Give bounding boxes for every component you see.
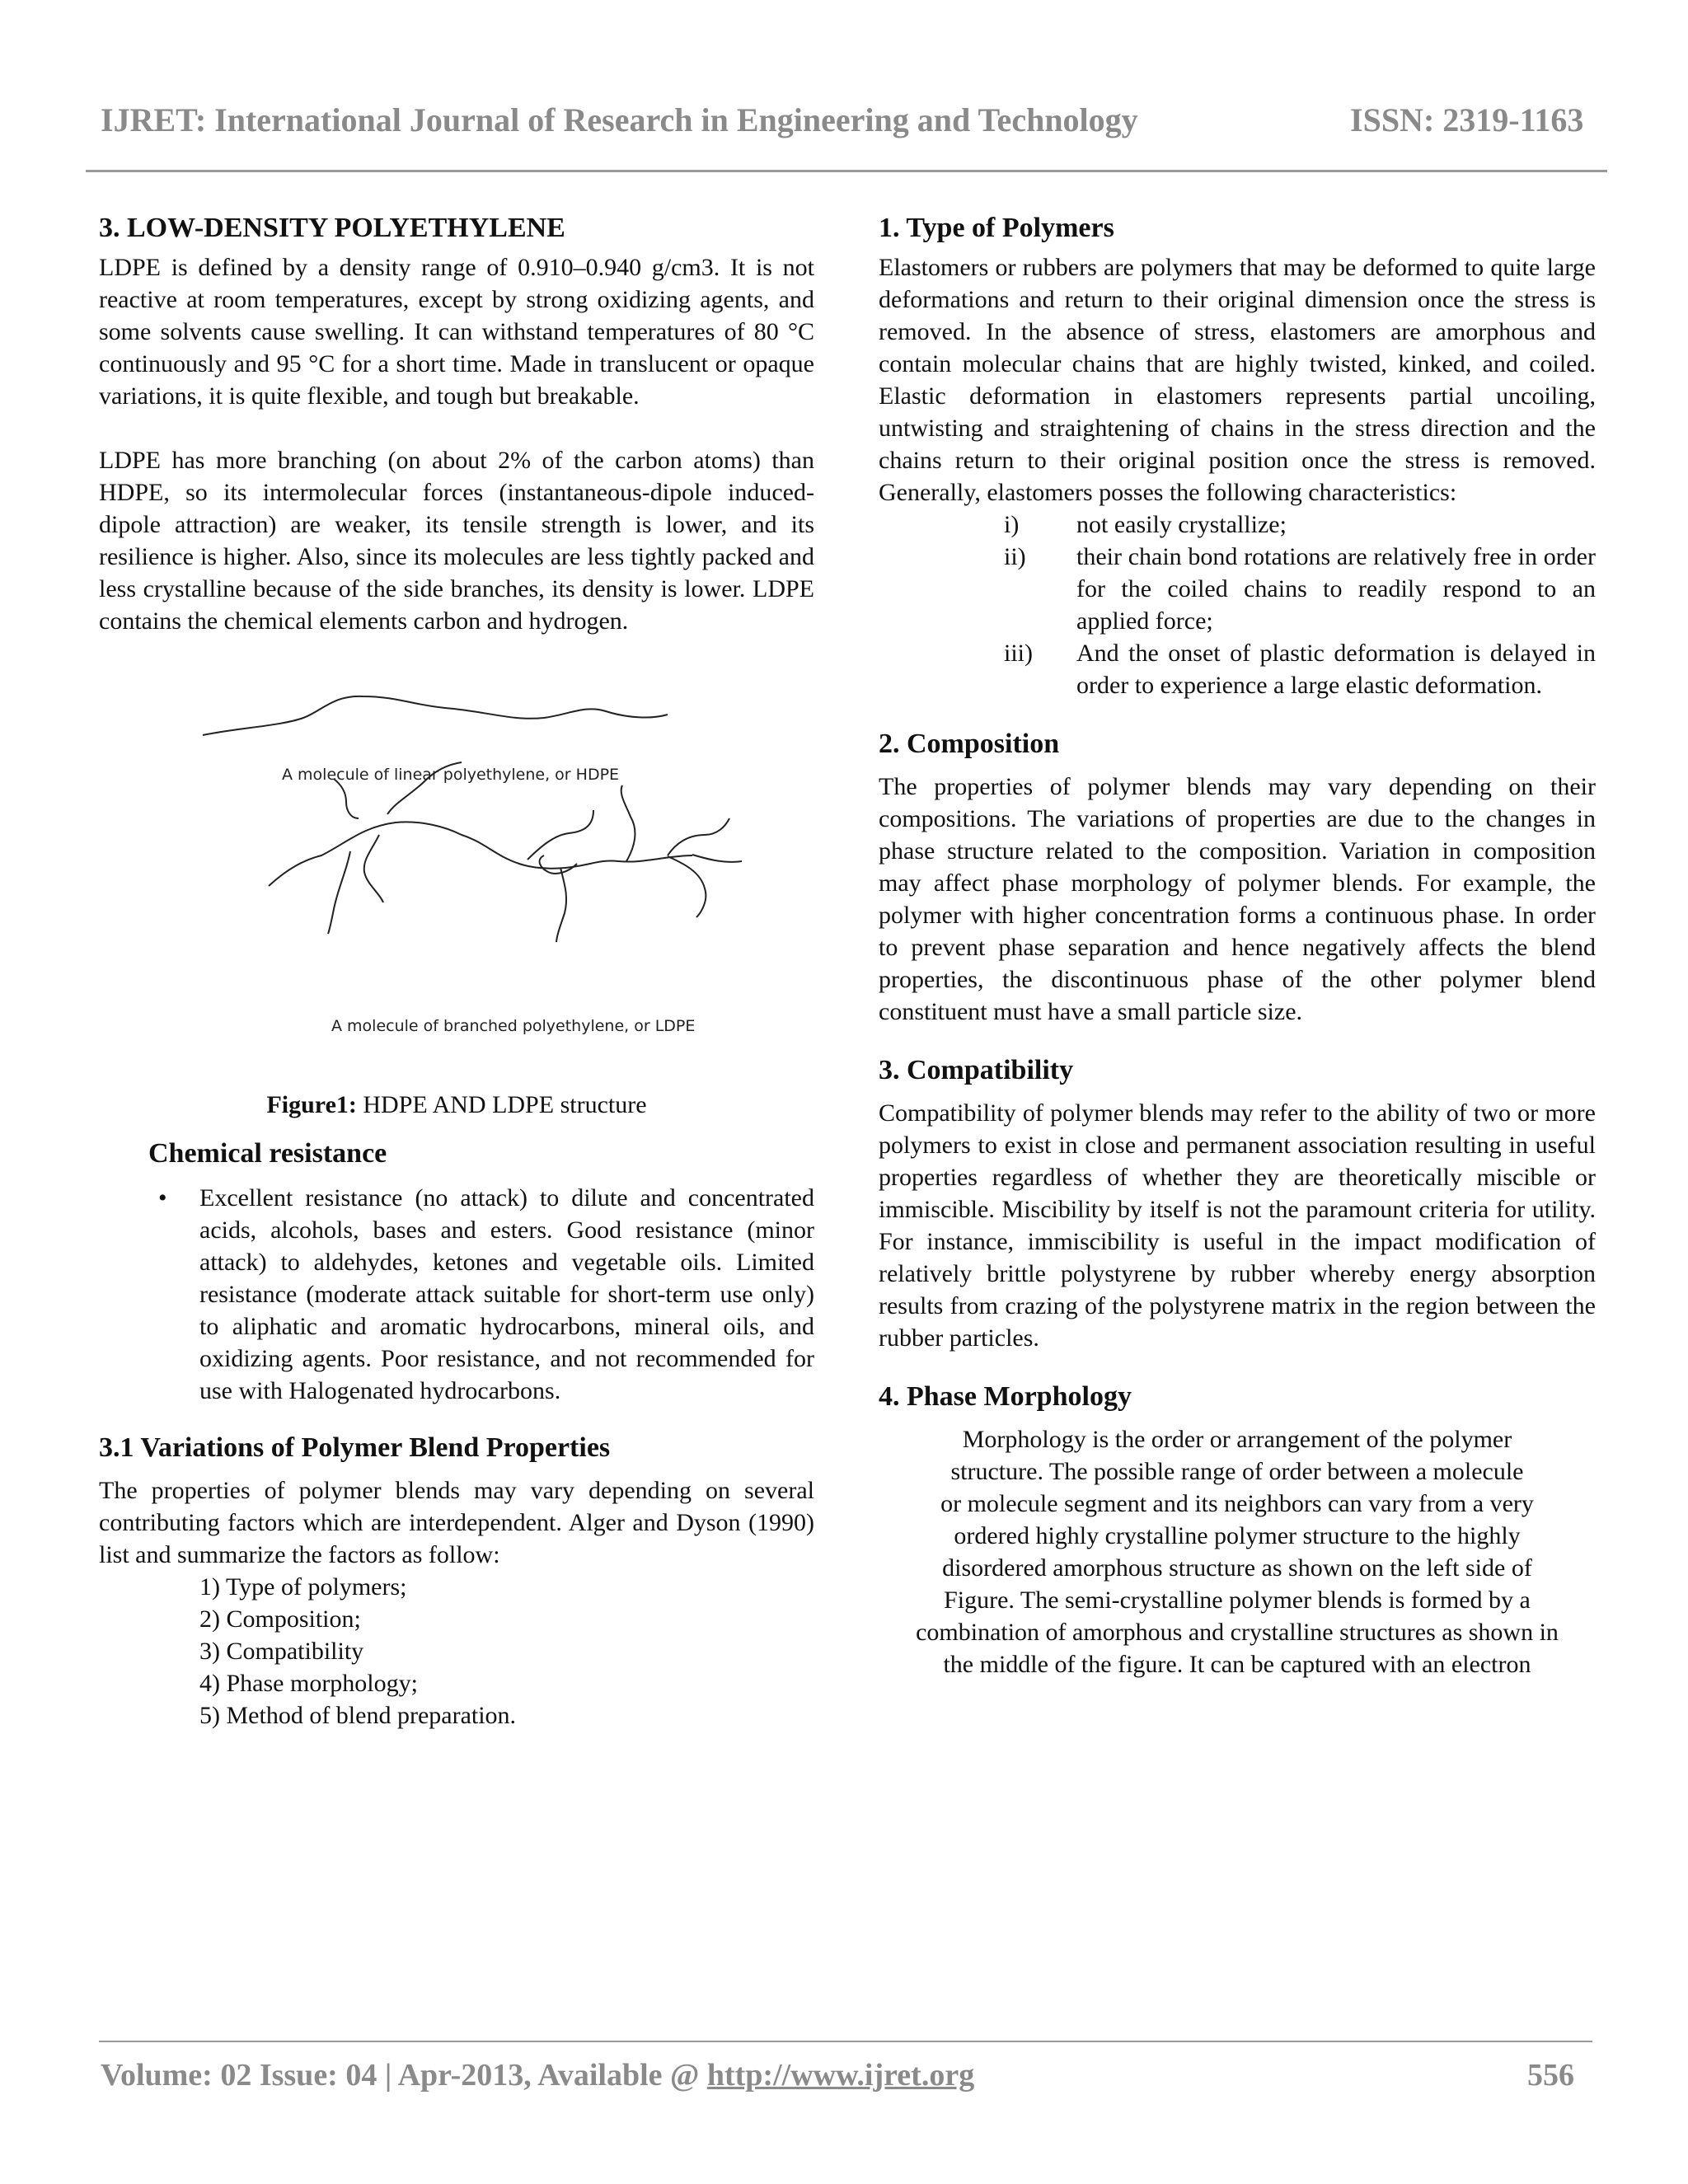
list-item: 3) Compatibility: [199, 1638, 364, 1665]
ldpe-branch: [328, 851, 350, 934]
ldpe-branch: [364, 835, 383, 902]
ldpe-backbone: [269, 822, 692, 886]
footer-rule: [99, 2041, 1592, 2042]
text-line: the middle of the figure. It can be captured with an electron: [943, 1651, 1531, 1678]
figure-1: [99, 687, 814, 1066]
figure-label: [99, 1089, 814, 1121]
ldpe-branch: [540, 855, 577, 874]
chem-resistance-bullet: [99, 1182, 814, 1407]
list-item: [879, 509, 1596, 541]
ldpe-branch: [621, 785, 635, 861]
ldpe-caption: A molecule of branched polyethylene, or LDPE: [331, 1017, 696, 1035]
text-line: structure. The possible range of order between a molecule: [950, 1458, 1524, 1485]
bullet-symbol: •: [158, 1184, 167, 1212]
text-line: Figure. The semi-crystalline polymer blends is formed by a: [944, 1586, 1531, 1614]
journal-link[interactable]: http://www.ijret.org: [706, 2058, 975, 2093]
section-title-composition: 2. Composition: [879, 729, 1060, 759]
right-column: [879, 210, 1596, 1680]
section-title-ldpe: 3. LOW-DENSITY POLYETHYLENE: [99, 213, 565, 243]
hdpe-caption: A molecule of linear polyethylene, or HDPE: [282, 766, 620, 784]
issn: ISSN: 2319-1163: [1350, 101, 1584, 138]
list-text: And the onset of plastic deformation is delayed in order to experience a large elastic deformation.: [1076, 640, 1596, 699]
figure-label-bold: Figure1:: [266, 1091, 357, 1118]
phase-morphology-paragraph: [879, 1423, 1596, 1680]
text-line: combination of amorphous and crystalline structures as shown in: [916, 1619, 1559, 1646]
list-text: their chain bond rotations are relatively free in order for the coiled chains to readily respond to an applied force;: [1076, 543, 1596, 635]
variations-paragraph: The properties of polymer blends may vary depending on several contributing factors which are interdependent. Alger and Dyson (1990) list and summarize the factors as follow:: [99, 1477, 814, 1568]
ldpe-branch: [692, 855, 742, 862]
section-title-compatibility: 3. Compatibility: [879, 1055, 1074, 1085]
factors-list: [99, 1571, 814, 1732]
list-item: [879, 637, 1596, 701]
text-line: Morphology is the order or arrangement of the polymer: [962, 1426, 1512, 1453]
ldpe-branch: [528, 810, 593, 860]
volume-info: [101, 2057, 974, 2093]
journal-title: IJRET: International Journal of Research in Engineering and Technology: [101, 101, 1138, 138]
list-text: not easily crystallize;: [1076, 511, 1287, 538]
type-of-polymers-paragraph: Elastomers or rubbers are polymers that may be deformed to quite large deformations and return to their original dimension once the stress is removed. In the absence of stress, elastomers are amorphous and contain molecular chains that are highly twisted, kinked, and coiled. Elastic deformation in elastomers represents partial uncoiling, untwisting and straightening of chains in the stress direction and the chains return to their original position once the stress is removed. Generally, elastomers posses the following characteristics:: [879, 254, 1596, 506]
compatibility-paragraph: Compatibility of polymer blends may refer to the ability of two or more polymers to exist in close and permanent association resulting in useful properties regardless of whether they are theoretically miscible or immiscible. Miscibility by itself is not the paramount criteria for utility. For instance, immiscibility is useful in the impact modification of relatively brittle polystyrene by rubber whereby energy absorption results from crazing of the polystyrene matrix in the region between the rubber particles.: [879, 1099, 1596, 1352]
list-number: i): [1004, 511, 1020, 538]
chem-resistance-title: Chemical resistance: [148, 1138, 387, 1169]
list-number: ii): [1004, 543, 1026, 570]
section-title-phase-morphology: 4. Phase Morphology: [879, 1381, 1132, 1412]
page-number: 556: [1527, 2058, 1574, 2093]
volume-text: Volume: 02 Issue: 04 | Apr-2013, Available @: [101, 2058, 707, 2093]
hdpe-linear-chain: [203, 696, 668, 735]
list-item: 4) Phase morphology;: [199, 1670, 418, 1697]
section-title-type-of-polymers: 1. Type of Polymers: [879, 213, 1114, 243]
header-rule: [86, 170, 1607, 172]
ldpe-paragraph-2: LDPE has more branching (on about 2% of the carbon atoms) than HDPE, so its intermolecular forces (instantaneous-dipole induced-dipole attraction) are weaker, its tensile strength is lower, and its resilience is higher. Also, since its molecules are less tightly packed and less crystalline because of the side branches, its density is lower. LDPE contains the chemical elements carbon and hydrogen.: [99, 447, 814, 635]
polyethylene-structure-drawing: [99, 687, 814, 1066]
ldpe-branch: [668, 856, 706, 917]
ldpe-branch: [668, 818, 729, 855]
figure-label-text: HDPE AND LDPE structure: [356, 1091, 647, 1118]
list-item: 1) Type of polymers;: [199, 1573, 407, 1601]
composition-paragraph: The properties of polymer blends may vary depending on their compositions. The variations of properties are due to the changes in phase structure related to the composition. Variation in composition may affect phase morphology of polymer blends. For example, the polymer with higher concentration forms a continuous phase. In order to prevent phase separation and hence negatively affects the blend properties, the discontinuous phase of the other polymer blend constituent must have a small particle size.: [879, 773, 1596, 1025]
list-number: iii): [1004, 640, 1033, 667]
text-line: or molecule segment and its neighbors can vary from a very: [940, 1490, 1534, 1517]
list-item: 2) Composition;: [199, 1605, 361, 1633]
list-item: 5) Method of blend preparation.: [199, 1702, 517, 1729]
characteristics-list: [879, 509, 1596, 701]
page-header: [89, 97, 1606, 147]
text-line: disordered amorphous structure as shown on the left side of: [942, 1554, 1532, 1582]
chem-resistance-text: Excellent resistance (no attack) to dilute and concentrated acids, alcohols, bases and esters. Good resistance (minor attack) to aldehydes, ketones and vegetable oils. Limited resistance (moderate attack suitable for short-term use only) to aliphatic and aromatic hydrocarbons, mineral oils, and oxidizing agents. Poor resistance, and not recommended for use with Halogenated hydrocarbons.: [199, 1184, 814, 1404]
ldpe-paragraph-1: LDPE is defined by a density range of 0.910–0.940 g/cm3. It is not reactive at room temperatures, except by strong oxidizing agents, and some solvents cause swelling. It can withstand temperatures of 80 °C continuously and 95 °C for a short time. Made in translucent or opaque variations, it is quite flexible, and tough but breakable.: [99, 254, 814, 410]
text-line: ordered highly crystalline polymer structure to the highly: [954, 1522, 1521, 1549]
left-column: [99, 210, 814, 1732]
list-item: [879, 541, 1596, 637]
variations-title: 3.1 Variations of Polymer Blend Properties: [99, 1432, 611, 1463]
page-footer: [99, 2054, 1592, 2103]
ldpe-branch: [556, 868, 566, 942]
